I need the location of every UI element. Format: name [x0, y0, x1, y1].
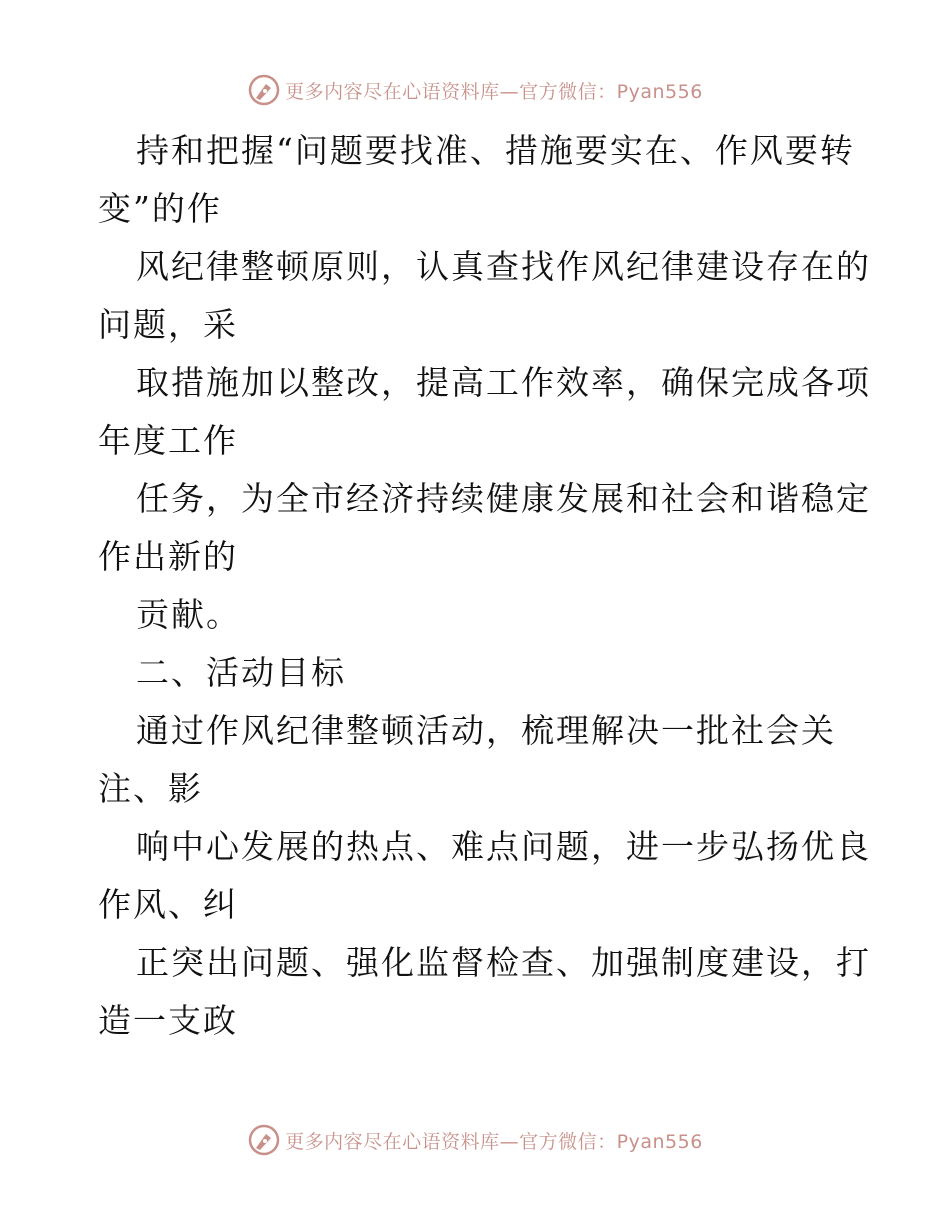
text-line: 作出新的	[98, 537, 238, 576]
watermark-text: 更多内容尽在心语资料库—官方微信：Pyan556	[285, 1130, 703, 1153]
text-line: 造一支政	[98, 1001, 238, 1040]
text-line: 贡献。	[136, 595, 241, 634]
pen-nib-circle-icon	[247, 73, 281, 107]
header-watermark	[0, 70, 950, 110]
text-line: 任务，为全市经济持续健康发展和社会和谐稳定	[136, 479, 871, 518]
text-line: 年度工作	[98, 421, 238, 460]
text-line: 持和把握“问题要找准、措施要实在、作风要转	[136, 131, 855, 170]
text-line: 响中心发展的热点、难点问题，进一步弘扬优良	[136, 827, 871, 866]
text-line: 作风、纠	[98, 885, 238, 924]
text-line: 注、影	[98, 769, 203, 808]
text-line: 通过作风纪律整顿活动，梳理解决一批社会关	[136, 711, 836, 750]
text-line: 取措施加以整改，提高工作效率，确保完成各项	[136, 363, 871, 402]
text-line: 正突出问题、强化监督检查、加强制度建设，打	[136, 943, 871, 982]
text-line: 风纪律整顿原则，认真查找作风纪律建设存在的	[136, 247, 871, 286]
text-line: 变”的作	[98, 189, 222, 228]
watermark-text: 更多内容尽在心语资料库—官方微信：Pyan556	[285, 80, 703, 103]
footer-watermark	[0, 1120, 950, 1160]
text-line: 问题，采	[98, 305, 238, 344]
pen-nib-circle-icon	[247, 1123, 281, 1157]
text-line: 二、活动目标	[136, 653, 346, 692]
document-body	[98, 122, 871, 1050]
